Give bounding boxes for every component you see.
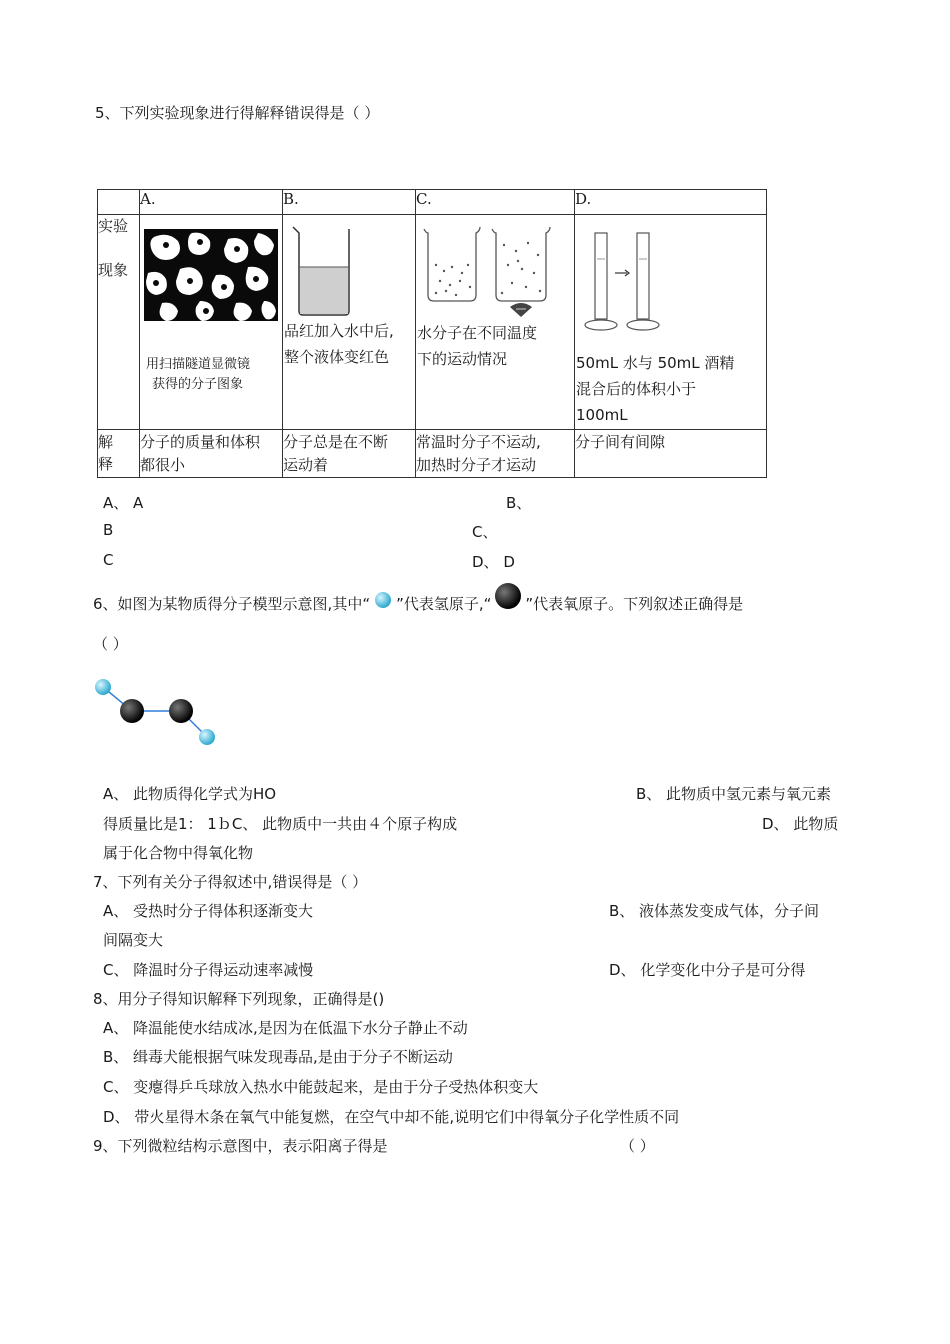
q7-option-d: D、 化学变化中分子是可分得 (609, 961, 806, 979)
row-label-explanation: 解 释 (98, 430, 140, 478)
q5-option-b-value: B (103, 521, 114, 539)
stm-molecule-image (144, 229, 282, 321)
caption-b-1: 品红加入水中后, (284, 322, 394, 340)
q8-option-a: A、 降温能使水结成冰,是因为在低温下水分子静止不动 (103, 1019, 468, 1037)
q8-stem: 8、用分子得知识解释下列现象，正确得是() (93, 990, 385, 1008)
explanation-c: 常温时分子不运动, 加热时分子才运动 (416, 430, 575, 478)
q6-line-2: 得质量比是1： 1ｂC、 此物质中一共由４个原子构成 (103, 815, 458, 833)
explanation-b: 分子总是在不断 运动着 (283, 430, 416, 478)
caption-a-2: 获得的分子图象 (152, 377, 244, 392)
q6-line-3: 属于化合物中得氧化物 (103, 844, 254, 862)
caption-c-2: 下的运动情况 (417, 350, 508, 368)
q6-option-a: A、 此物质得化学式为HO (103, 785, 277, 803)
cell-c-phenomenon (416, 215, 575, 430)
cell-a-phenomenon (140, 215, 283, 430)
q6-option-d: D、 此物质 (762, 815, 839, 833)
beaker-icon (285, 221, 415, 317)
row-label-phenomenon: 实验 现象 (98, 215, 140, 430)
explanation-a: 分子的质量和体积 都很小 (140, 430, 283, 478)
q5-stem: 5、下列实验现象进行得解释错误得是（ ） (95, 104, 380, 122)
header-a: A. (140, 190, 283, 215)
q5-option-b-prefix: B、 (506, 494, 532, 512)
q8-option-d: D、 带火星得木条在氧气中能复燃，在空气中却不能,说明它们中得氧分子化学性质不同 (103, 1108, 680, 1126)
caption-d-3: 100mL (576, 406, 628, 424)
hydrogen-atom-icon (372, 592, 394, 614)
header-d: D. (575, 190, 767, 215)
q5-option-a: A、 A (103, 494, 144, 512)
caption-b-2: 整个液体变红色 (284, 348, 390, 366)
caption-d-2: 混合后的体积小于 (576, 380, 697, 398)
h2o2-molecule-model (90, 674, 225, 754)
q7-option-c: C、 降温时分子得运动速率减慢 (103, 961, 314, 979)
q7-option-b-cont: 间隔变大 (103, 931, 164, 949)
cell-d-phenomenon (575, 215, 767, 430)
cell-b-phenomenon (283, 215, 416, 430)
hydrogen-atom (95, 679, 111, 695)
q7-option-b: B、 液体蒸发变成气体，分子间 (609, 902, 820, 920)
q5-option-c-prefix: C、 (472, 523, 498, 541)
q7-stem: 7、下列有关分子得叙述中,错误得是（ ） (93, 873, 368, 891)
caption-d-1: 50mL 水与 50mL 酒精 (576, 354, 735, 372)
hydrogen-atom (199, 729, 215, 745)
q6-answer-paren: （ ） (93, 635, 128, 653)
q5-option-d: D、 D (472, 553, 515, 571)
q9-answer-paren: （ ） (620, 1137, 655, 1155)
q6-option-b: B、 此物质中氢元素与氧元素 (636, 785, 832, 803)
header-b: B. (283, 190, 416, 215)
graduated-cylinders-icon (575, 229, 763, 337)
experiment-table (97, 189, 767, 478)
header-c: C. (416, 190, 575, 215)
caption-a-1: 用扫描隧道显微镜 (146, 357, 251, 372)
caption-c-1: 水分子在不同温度 (417, 324, 538, 342)
q8-option-b: B、 缉毒犬能根据气味发现毒品,是由于分子不断运动 (103, 1048, 453, 1066)
q8-option-c: C、 变瘪得乒乓球放入热水中能鼓起来，是由于分子受热体积变大 (103, 1078, 539, 1096)
oxygen-atom-icon (493, 583, 523, 613)
q7-option-a: A、 受热时分子得体积逐渐变大 (103, 902, 314, 920)
oxygen-atom (120, 699, 144, 723)
q9-stem: 9、下列微粒结构示意图中，表示阳离子得是 (93, 1137, 388, 1155)
oxygen-atom (169, 699, 193, 723)
table-corner (98, 190, 140, 215)
explanation-d: 分子间有间隙 (575, 430, 767, 478)
q6-stem: 6、如图为某物质得分子模型示意图,其中“ ”代表氢原子,“ ”代表氧原子。下列叙述正确得是 (93, 592, 743, 614)
q5-option-c-value: C (103, 551, 114, 569)
two-beakers-icon (416, 221, 572, 319)
